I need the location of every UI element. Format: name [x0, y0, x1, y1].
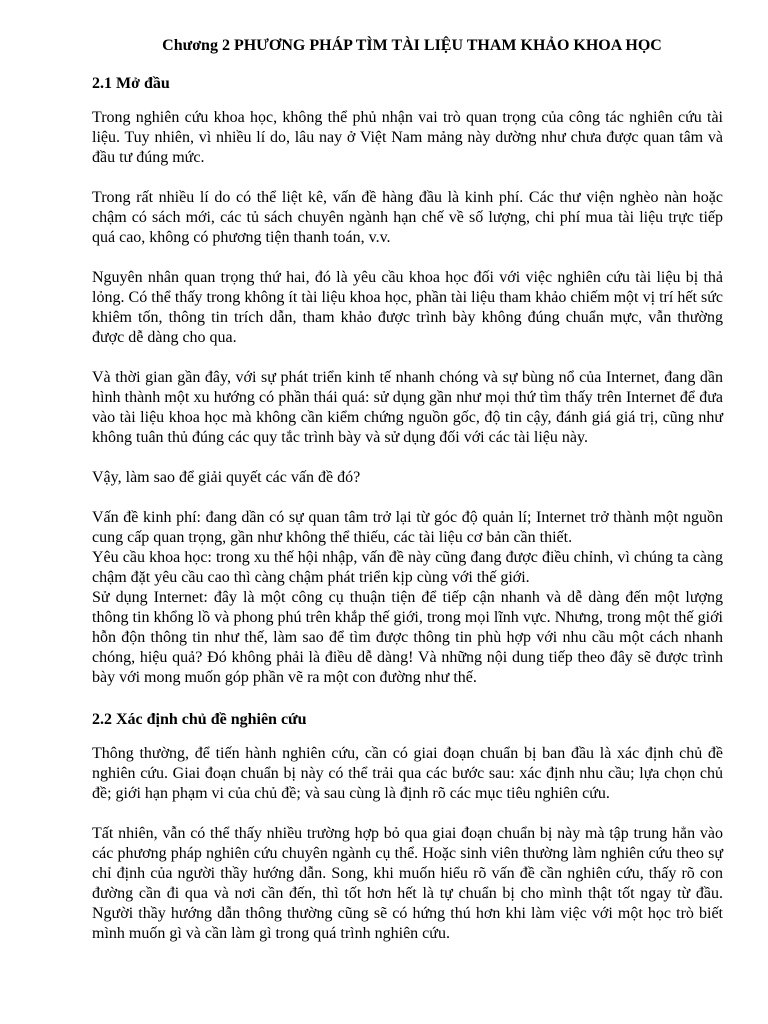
paragraph: Vấn đề kinh phí: đang dần có sự quan tâm trở lại từ góc độ quản lí; Internet trở thành một nguồn cung cấp quan trọng, gần như không thể thiếu, các tài liệu cơ bản cần thiết.: [92, 509, 723, 546]
paragraph: Trong rất nhiều lí do có thể liệt kê, vấn đề hàng đầu là kinh phí. Các thư viện nghèo nàn hoặc chậm có sách mới, các tủ sách chuyên ngành hạn chế về số lượng, chi phí mua tài liệu trực tiếp quá cao, không có phương tiện thanh toán, v.v.: [92, 189, 723, 246]
paragraph: Thông thường, để tiến hành nghiên cứu, cần có giai đoạn chuẩn bị ban đầu là xác định chủ đề nghiên cứu. Giai đoạn chuẩn bị này có thể trải qua các bước sau: xác định nhu cầu; lựa chọn chủ đề; giới hạn phạm vi của chủ đề; và sau cùng là định rõ các mục tiêu nghiên cứu.: [92, 745, 723, 802]
paragraph: Vậy, làm sao để giải quyết các vấn đề đó?: [92, 469, 361, 486]
paragraph: Sử dụng Internet: đây là một công cụ thuận tiện để tiếp cận nhanh và dễ dàng đến một lượng thông tin khổng lồ và phong phú trên khắp thế giới, trong mọi lĩnh vực. Nhưng, trong một thế giới hỗn độn thông tin như thế, làm sao để tìm được thông tin phù hợp với nhu cầu một cách nhanh chóng, hiệu quả? Đó không phải là điều dễ dàng! Và những nội dung tiếp theo đây sẽ được trình bày với mong muốn góp phần vẽ ra một con đường như thế.: [92, 589, 723, 686]
section-heading-2-1: 2.1 Mở đầu: [92, 75, 170, 92]
paragraph: Tất nhiên, vẫn có thể thấy nhiều trường hợp bỏ qua giai đoạn chuẩn bị này mà tập trung hẳn vào các phương pháp nghiên cứu chuyên ngành cụ thể. Hoặc sinh viên thường làm nghiên cứu theo sự chỉ định của người thầy hướng dẫn. Song, khi muốn hiểu rõ vấn đề cần nghiên cứu, thấy rõ con đường cần đi qua và nơi cần đến, thì tốt hơn hết là tự chuẩn bị cho mình thật tốt ngay từ đầu. Người thầy hướng dẫn thông thường cũng sẽ có hứng thú hơn khi làm việc với một học trò biết mình muốn gì và cần làm gì trong quá trình nghiên cứu.: [92, 825, 723, 942]
document-page: [92, 36, 723, 964]
paragraph: Trong nghiên cứu khoa học, không thể phủ nhận vai trò quan trọng của công tác nghiên cứu tài liệu. Tuy nhiên, vì nhiều lí do, lâu nay ở Việt Nam mảng này dường như chưa được quan tâm và đầu tư đúng mức.: [92, 109, 723, 166]
chapter-title: Chương 2 PHƯƠNG PHÁP TÌM TÀI LIỆU THAM KHẢO KHOA HỌC: [162, 37, 662, 54]
paragraph: Và thời gian gần đây, với sự phát triển kinh tế nhanh chóng và sự bùng nổ của Internet, đang dần hình thành một xu hướng có phần thái quá: sử dụng gần như mọi thứ tìm thấy trên Internet để đưa vào tài liệu khoa học mà không cần kiểm chứng nguồn gốc, độ tin cậy, đánh giá giá trị, cũng như không tuân thủ đúng các quy tắc trình bày và sử dụng đối với các tài liệu này.: [92, 369, 723, 446]
paragraph: Yêu cầu khoa học: trong xu thế hội nhập, vấn đề này cũng đang được điều chỉnh, vì chúng ta càng chậm đặt yêu cầu cao thì càng chậm phát triển kịp cùng với thế giới.: [92, 549, 723, 586]
paragraph: Nguyên nhân quan trọng thứ hai, đó là yêu cầu khoa học đối với việc nghiên cứu tài liệu bị thả lỏng. Có thể thấy trong không ít tài liệu khoa học, phần tài liệu tham khảo chiếm một vị trí hết sức khiêm tốn, thông tin trích dẫn, tham khảo được trình bày không đúng chuẩn mực, vẫn thường được dễ dàng cho qua.: [92, 269, 723, 346]
section-heading-2-2: 2.2 Xác định chủ đề nghiên cứu: [92, 711, 307, 728]
